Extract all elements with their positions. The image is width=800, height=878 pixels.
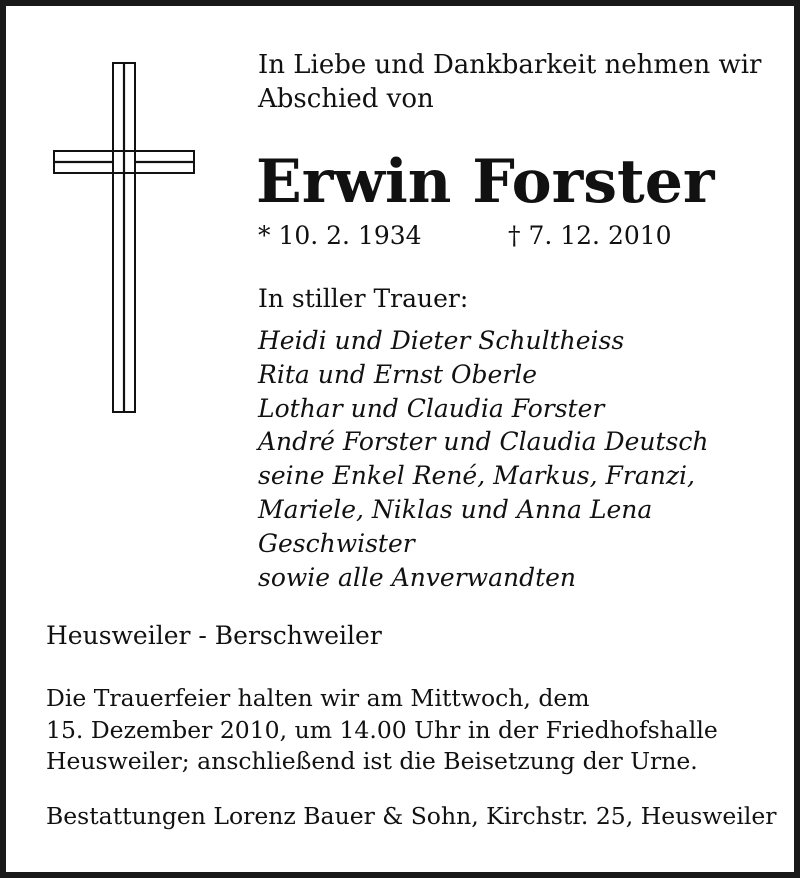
birth-date: * 10. 2. 1934	[258, 221, 422, 250]
mourning-heading: In stiller Trauer:	[258, 284, 469, 313]
intro-line: In Liebe und Dankbarkeit nehmen wir	[258, 50, 762, 80]
ceremony-line: Heusweiler; anschließend ist die Beisetzung der Urne.	[46, 747, 698, 775]
mourner-line: Geschwister	[258, 528, 415, 558]
intro-line: Abschied von	[258, 84, 434, 114]
mourner-line: André Forster und Claudia Deutsch	[258, 427, 709, 457]
ceremony-line: 15. Dezember 2010, um 14.00 Uhr in der Friedhofshalle	[46, 715, 718, 744]
mourner-line: Mariele, Niklas und Anna Lena	[258, 494, 653, 524]
place-name: Heusweiler - Berschweiler	[46, 621, 382, 650]
mourner-line: sowie alle Anverwandten	[258, 562, 577, 592]
undertaker-info: Bestattungen Lorenz Bauer & Sohn, Kirchstr. 25, Heusweiler	[46, 802, 777, 830]
mourner-line: Heidi und Dieter Schultheiss	[258, 326, 625, 355]
deceased-name: Erwin Forster	[256, 147, 715, 217]
intro-text	[258, 48, 778, 116]
mourner-line: seine Enkel René, Markus, Franzi,	[258, 461, 695, 491]
death-date: † 7. 12. 2010	[508, 221, 672, 250]
ceremony-info	[46, 683, 776, 778]
mourners-list	[258, 324, 788, 594]
mourner-line: Lothar und Claudia Forster	[258, 393, 605, 423]
ceremony-line: Die Trauerfeier halten wir am Mittwoch, dem	[46, 684, 590, 712]
mourner-line: Rita und Ernst Oberle	[258, 359, 538, 389]
